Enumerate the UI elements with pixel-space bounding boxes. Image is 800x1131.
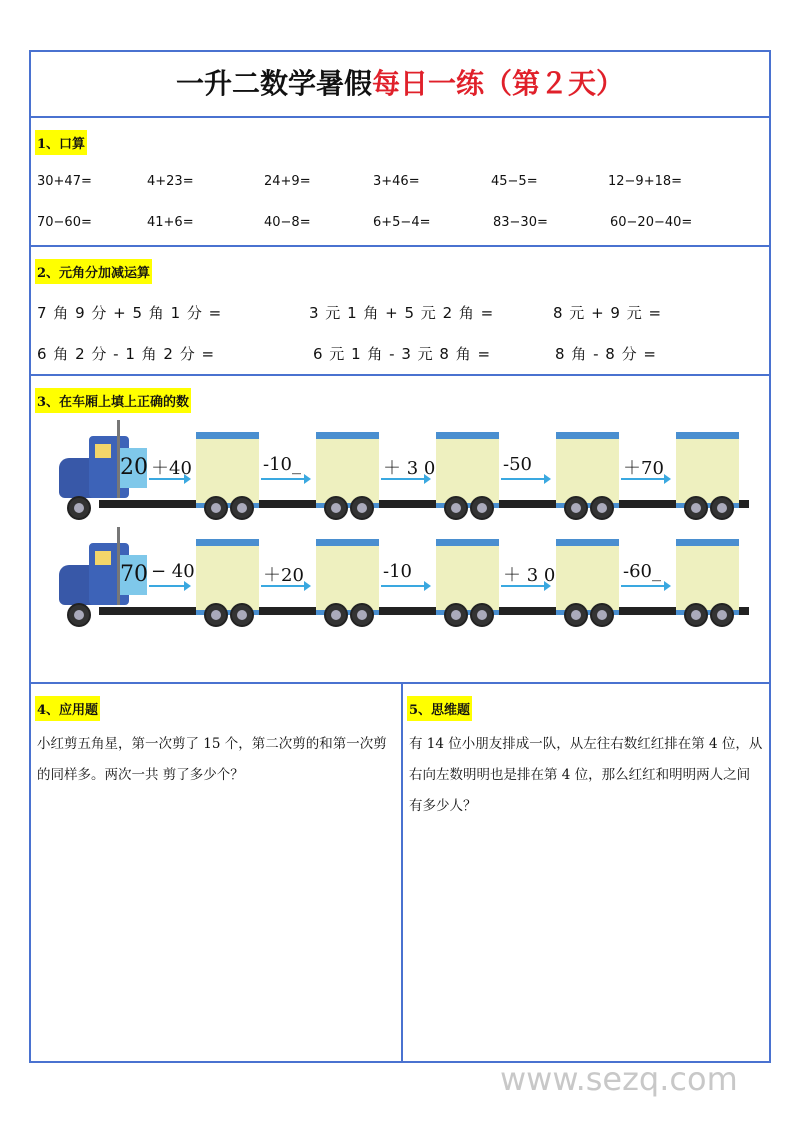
problem: 3+46= xyxy=(373,174,420,189)
arrow-icon xyxy=(501,478,548,480)
problem-text: 有 14 位小朋友排成一队，从左往右数红红排在第 4 位，从右向左数明明也是排在第 4 位，那么红红和明明两人之间有多少人？ xyxy=(409,736,763,814)
arrow-icon xyxy=(261,478,308,480)
problem: 60−20−40= xyxy=(610,215,693,230)
wheel xyxy=(444,496,468,520)
section-trains xyxy=(31,376,769,684)
wheel xyxy=(230,603,254,627)
start-number: 20 xyxy=(120,448,147,488)
wheel xyxy=(350,496,374,520)
wheel xyxy=(67,496,91,520)
watermark: www.sezq.com xyxy=(500,1060,738,1098)
problem: 8 角 - 8 分 = xyxy=(555,345,657,363)
problem: 45−5= xyxy=(491,174,538,189)
answer-box[interactable] xyxy=(196,432,259,508)
wheel xyxy=(564,603,588,627)
operation-label: ＋40 xyxy=(151,458,192,479)
operation-label: -10 xyxy=(383,561,412,582)
arrow-icon xyxy=(149,585,188,587)
wheel xyxy=(470,603,494,627)
wheel xyxy=(564,496,588,520)
problem: 6 角 2 分 - 1 角 2 分 = xyxy=(37,345,216,363)
answer-box[interactable] xyxy=(316,432,379,508)
problem: 8 元 + 9 元 = xyxy=(553,304,663,322)
section-logic xyxy=(403,684,769,1061)
wheel xyxy=(470,496,494,520)
section-heading: 1、口算 xyxy=(35,130,87,155)
worksheet xyxy=(29,50,771,1063)
answer-box[interactable] xyxy=(316,539,379,615)
answer-box[interactable] xyxy=(556,432,619,508)
wheel xyxy=(204,603,228,627)
problem: 30+47= xyxy=(37,174,92,189)
section-mental-math xyxy=(31,118,769,247)
problem: 7 角 9 分 + 5 角 1 分 = xyxy=(37,304,223,322)
operation-label: − 40 xyxy=(151,561,195,582)
answer-box[interactable] xyxy=(436,539,499,615)
problem: 40−8= xyxy=(264,215,311,230)
wheel xyxy=(710,603,734,627)
wheel xyxy=(684,496,708,520)
wheel xyxy=(710,496,734,520)
wheel xyxy=(350,603,374,627)
problem: 6+5−4= xyxy=(373,215,431,230)
section-heading: 2、元角分加减运算 xyxy=(35,259,152,284)
train-1 xyxy=(59,426,749,526)
operation-label: ＋20 xyxy=(263,565,304,586)
problem: 70−60= xyxy=(37,215,92,230)
section-heading: 4、应用题 xyxy=(35,696,100,721)
train-2 xyxy=(59,533,749,633)
arrow-icon xyxy=(621,585,668,587)
page-title xyxy=(31,52,769,118)
problem: 3 元 1 角 + 5 元 2 角 = xyxy=(309,304,495,322)
wheel xyxy=(230,496,254,520)
wheel xyxy=(204,496,228,520)
wheel xyxy=(590,496,614,520)
answer-box[interactable] xyxy=(556,539,619,615)
problem-text: 小红剪五角星，第一次剪了 15 个，第二次剪的和第一次剪的同样多。两次一共 剪了多少个？ xyxy=(37,736,387,783)
section-heading: 5、思维题 xyxy=(407,696,472,721)
wheel xyxy=(324,603,348,627)
start-number: 70 xyxy=(120,555,147,595)
section-money xyxy=(31,247,769,376)
operation-label: -60_ xyxy=(623,561,661,582)
problem: 24+9= xyxy=(264,174,311,189)
arrow-icon xyxy=(381,585,428,587)
operation-label: ＋ 3 0 xyxy=(383,458,436,479)
problem: 6 元 1 角 - 3 元 8 角 = xyxy=(313,345,492,363)
problem: 41+6= xyxy=(147,215,194,230)
section-heading: 3、在车厢上填上正确的数 xyxy=(35,388,191,413)
section-word-problem xyxy=(31,684,401,1061)
operation-label: -10_ xyxy=(263,454,301,475)
answer-box[interactable] xyxy=(676,432,739,508)
truck-cab xyxy=(59,436,149,496)
answer-box[interactable] xyxy=(436,432,499,508)
operation-label: -50 xyxy=(503,454,532,475)
operation-label: ＋70 xyxy=(623,458,664,479)
problem: 83−30= xyxy=(493,215,548,230)
answer-box[interactable] xyxy=(196,539,259,615)
wheel xyxy=(67,603,91,627)
truck-cab xyxy=(59,543,149,603)
wheel xyxy=(590,603,614,627)
problem: 4+23= xyxy=(147,174,194,189)
title-black: 一升二数学暑假 xyxy=(175,67,372,100)
problem: 12−9+18= xyxy=(608,174,683,189)
wheel xyxy=(444,603,468,627)
answer-box[interactable] xyxy=(676,539,739,615)
wheel xyxy=(324,496,348,520)
wheel xyxy=(684,603,708,627)
title-red: 每日一练（第２天） xyxy=(372,67,625,100)
operation-label: ＋ 3 0 xyxy=(503,565,556,586)
